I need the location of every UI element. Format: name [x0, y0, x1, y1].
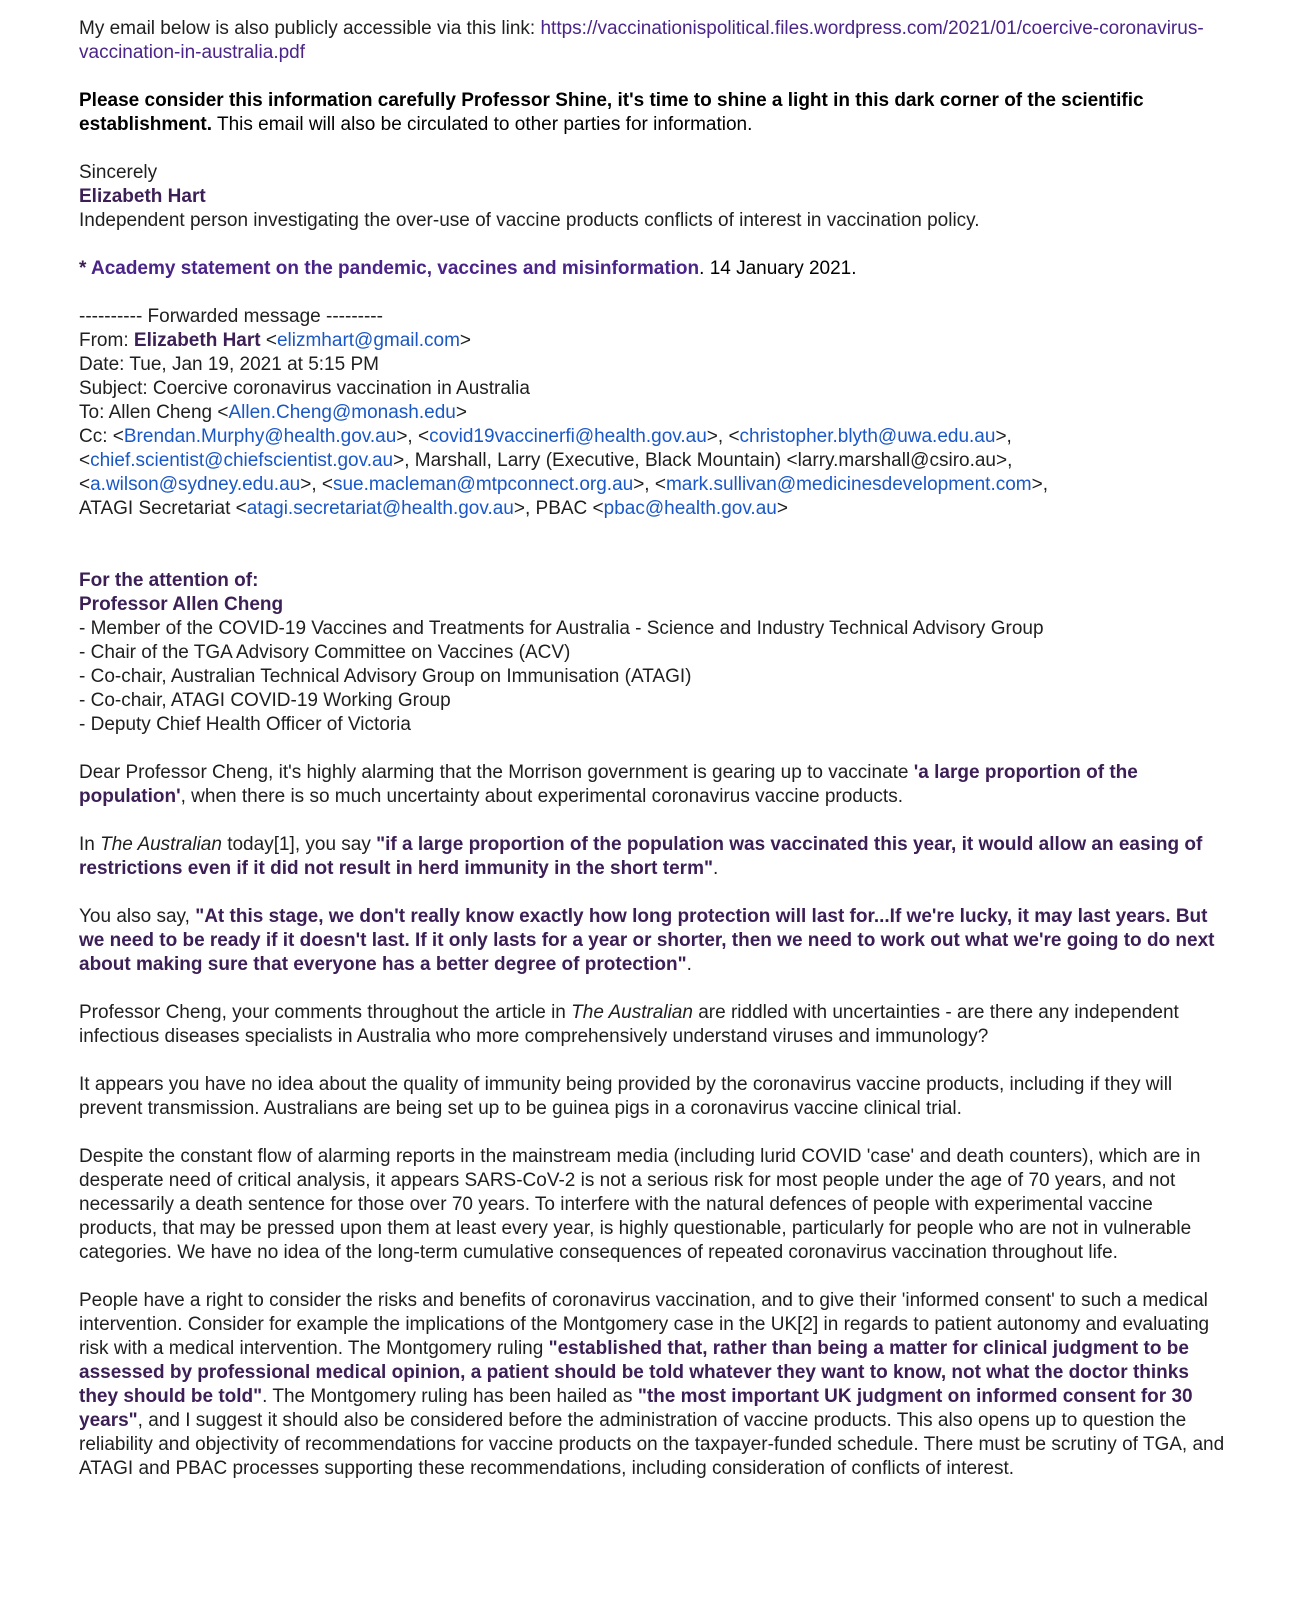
- bracket: <: [260, 330, 277, 351]
- text: . The Montgomery ruling has been hailed as: [262, 1386, 638, 1407]
- quote: "the most important UK judgment on informed consent for 30 years": [79, 1386, 1193, 1431]
- spacer: [79, 977, 1229, 1001]
- spacer: [79, 521, 1229, 569]
- date-line: Date: Tue, Jan 19, 2021 at 5:15 PM: [79, 354, 379, 375]
- publication-title: The Australian: [571, 1002, 693, 1023]
- plea-rest: This email will also be circulated to other parties for information.: [212, 114, 753, 135]
- cc-email-link[interactable]: christopher.blyth@uwa.edu.au: [739, 426, 996, 447]
- from-label: From:: [79, 330, 134, 351]
- body-paragraph-4: [79, 1001, 1229, 1049]
- pdf-link[interactable]: https://vaccinationispolitical.files.wordpress.com/2021/01/coercive-coronavirus-vaccination-in-australia.pdf: [79, 18, 1204, 63]
- atagi-email-link[interactable]: atagi.secretariat@health.gov.au: [246, 498, 514, 519]
- role-item: - Co-chair, Australian Technical Advisory Group on Immunisation (ATAGI): [79, 666, 692, 687]
- role-item: - Deputy Chief Health Officer of Victoria: [79, 714, 411, 735]
- spacer: [79, 881, 1229, 905]
- cc-email-link[interactable]: Brendan.Murphy@health.gov.au: [123, 426, 397, 447]
- text: , and I suggest it should also be considered before the administration of vaccine products. This also opens up to question the reliability and objectivity of recommendations for vaccine products on the taxpayer-funded schedule. There must be scrutiny of TGA, and ATAGI and PBAC processes supporting these recommendations, including consideration of conflicts of interest.: [79, 1410, 1225, 1479]
- spacer: [79, 233, 1229, 257]
- email-document: [79, 17, 1229, 1481]
- plea-paragraph: [79, 89, 1229, 137]
- forwarded-header: [79, 305, 1229, 521]
- text: Professor Cheng, your comments throughout the article in: [79, 1002, 572, 1023]
- body-paragraph-2: [79, 833, 1229, 881]
- to-line: [79, 401, 1229, 425]
- quote: 'a large proportion of the population': [79, 762, 1138, 807]
- cc-email-link[interactable]: mark.sullivan@medicinesdevelopment.com: [665, 474, 1032, 495]
- publication-title: The Australian: [100, 834, 222, 855]
- intro-paragraph: [79, 17, 1229, 65]
- from-email-link[interactable]: elizmhart@gmail.com: [276, 330, 460, 351]
- role-item: - Chair of the TGA Advisory Committee on Vaccines (ACV): [79, 642, 571, 663]
- subject-line: Subject: Coercive coronavirus vaccination in Australia: [79, 378, 530, 399]
- from-line: [79, 329, 1229, 353]
- closing: Sincerely: [79, 162, 158, 183]
- cc-email-link[interactable]: sue.macleman@mtpconnect.org.au: [332, 474, 634, 495]
- spacer: [79, 737, 1229, 761]
- attention-name: Professor Allen Cheng: [79, 594, 284, 615]
- attention-block: [79, 569, 1229, 737]
- spacer: [79, 65, 1229, 89]
- atagi-label: ATAGI Secretariat <: [79, 498, 247, 519]
- body-paragraph-1: [79, 761, 1229, 809]
- intro-text: My email below is also publicly accessible via this link:: [79, 18, 541, 39]
- text: .: [712, 858, 719, 879]
- cc-email-link[interactable]: a.wilson@sydney.edu.au: [90, 474, 301, 495]
- role-item: - Co-chair, ATAGI COVID-19 Working Group: [79, 690, 451, 711]
- text: Dear Professor Cheng, it's highly alarming that the Morrison government is gearing up to vaccinate: [79, 762, 914, 783]
- plea-bold: Please consider this information carefully Professor Shine, it's time to shine a light in this dark corner of the scientific establishment.: [79, 90, 1144, 135]
- quote: "established that, rather than being a matter for clinical judgment to be assessed by professional medical opinion, a patient should be told whatever they want to know, not what the doctor thinks they should be told": [79, 1338, 1189, 1407]
- bracket: >: [776, 498, 788, 519]
- pbac-email-link[interactable]: pbac@health.gov.au: [603, 498, 777, 519]
- cc-marshall: >, Marshall, Larry (Executive, Black Mountain) <larry.marshall@csiro.au>,: [393, 450, 1013, 471]
- spacer: [79, 1121, 1229, 1145]
- text: People have a right to consider the risks and benefits of coronavirus vaccination, and to give their 'informed consent' to such a medical intervention. Consider for example the implications of the Montgomery case in the UK[2] in regards to patient autonomy and evaluating risk with a medical intervention. The Montgomery ruling: [79, 1290, 1210, 1359]
- cc-label: Cc: <: [79, 426, 124, 447]
- quote: "At this stage, we don't really know exactly how long protection will last for...If we're lucky, it may last years. But we need to be ready if it doesn't last. If it only lasts for a year or shorter, then we need to work out what we're going to do next about making sure that everyone has a better degree of protection": [79, 906, 1215, 975]
- spacer: [79, 1265, 1229, 1289]
- spacer: [79, 137, 1229, 161]
- text: , when there is so much uncertainty about experimental coronavirus vaccine products.: [180, 786, 903, 807]
- footnote-date: . 14 January 2021.: [699, 258, 857, 279]
- footnote-line: [79, 257, 1229, 281]
- text: today[1], you say: [221, 834, 377, 855]
- signature-name: Elizabeth Hart: [79, 186, 206, 207]
- cc-email-link[interactable]: covid19vaccinerfi@health.gov.au: [429, 426, 707, 447]
- body-paragraph-7: [79, 1289, 1229, 1481]
- text: You also say,: [79, 906, 196, 927]
- forwarded-divider: ---------- Forwarded message ---------: [79, 306, 383, 327]
- text: .: [686, 954, 692, 975]
- cc-line: Cc: <Brendan.Murphy@health.gov.au>, <covid19vaccinerfi@health.gov.au>, <christopher.blyth@uwa.edu.au>, <chief.scientist@chiefscientist.gov.au>, Marshall, Larry (Executive, Black Mountain) <larry.marshall@csiro.au>, <a.wilson@sydney.edu.au>, <sue.macleman@mtpconnect.org.au>, <mark.sullivan@medicinesdevelopment.com>, ATAGI Secretariat <atagi.secretariat@health.gov.au>, PBAC <pbac@health.gov.au>: [79, 426, 1048, 519]
- quote: "if a large proportion of the population was vaccinated this year, it would allow an easing of restrictions even if it did not result in herd immunity in the short term": [79, 834, 1203, 879]
- bracket: >: [459, 330, 472, 351]
- text: In: [79, 834, 101, 855]
- spacer: [79, 281, 1229, 305]
- from-name: Elizabeth Hart: [133, 330, 261, 351]
- body-paragraph-5: It appears you have no idea about the quality of immunity being provided by the coronavirus vaccine products, including if they will prevent transmission. Australians are being set up to be guinea pigs in a coronavirus vaccine clinical trial.: [79, 1074, 1173, 1119]
- cc-email-link[interactable]: chief.scientist@chiefscientist.gov.au: [90, 450, 394, 471]
- bracket: >: [455, 402, 467, 423]
- role-item: - Member of the COVID-19 Vaccines and Treatments for Australia - Science and Industry Technical Advisory Group: [79, 618, 1044, 639]
- to-label: To: Allen Cheng <: [79, 402, 229, 423]
- pbac-label: >, PBAC <: [513, 498, 604, 519]
- attention-heading: For the attention of:: [79, 570, 259, 591]
- text: are riddled with uncertainties - are there any independent infectious diseases specialists in Australia who more comprehensively understand viruses and immunology?: [79, 1002, 1179, 1047]
- body-paragraph-3: [79, 905, 1229, 977]
- academy-statement-link[interactable]: Academy statement on the pandemic, vaccines and misinformation: [90, 258, 700, 279]
- signature-description: Independent person investigating the over-use of vaccine products conflicts of interest in vaccination policy.: [79, 210, 980, 231]
- footnote-star: *: [79, 258, 91, 279]
- to-email-link[interactable]: Allen.Cheng@monash.edu: [228, 402, 456, 423]
- body-paragraph-6: Despite the constant flow of alarming reports in the mainstream media (including lurid COVID 'case' and death counters), which are in desperate need of critical analysis, it appears SARS-CoV-2 is not a serious risk for most people under the age of 70 years, and not necessarily a death sentence for those over 70 years. To interfere with the natural defences of people with experimental vaccine products, that may be pressed upon them at least every year, is highly questionable, particularly for people who are not in vulnerable categories. We have no idea of the long-term cumulative consequences of repeated coronavirus vaccination throughout life.: [79, 1146, 1201, 1263]
- spacer: [79, 1049, 1229, 1073]
- spacer: [79, 809, 1229, 833]
